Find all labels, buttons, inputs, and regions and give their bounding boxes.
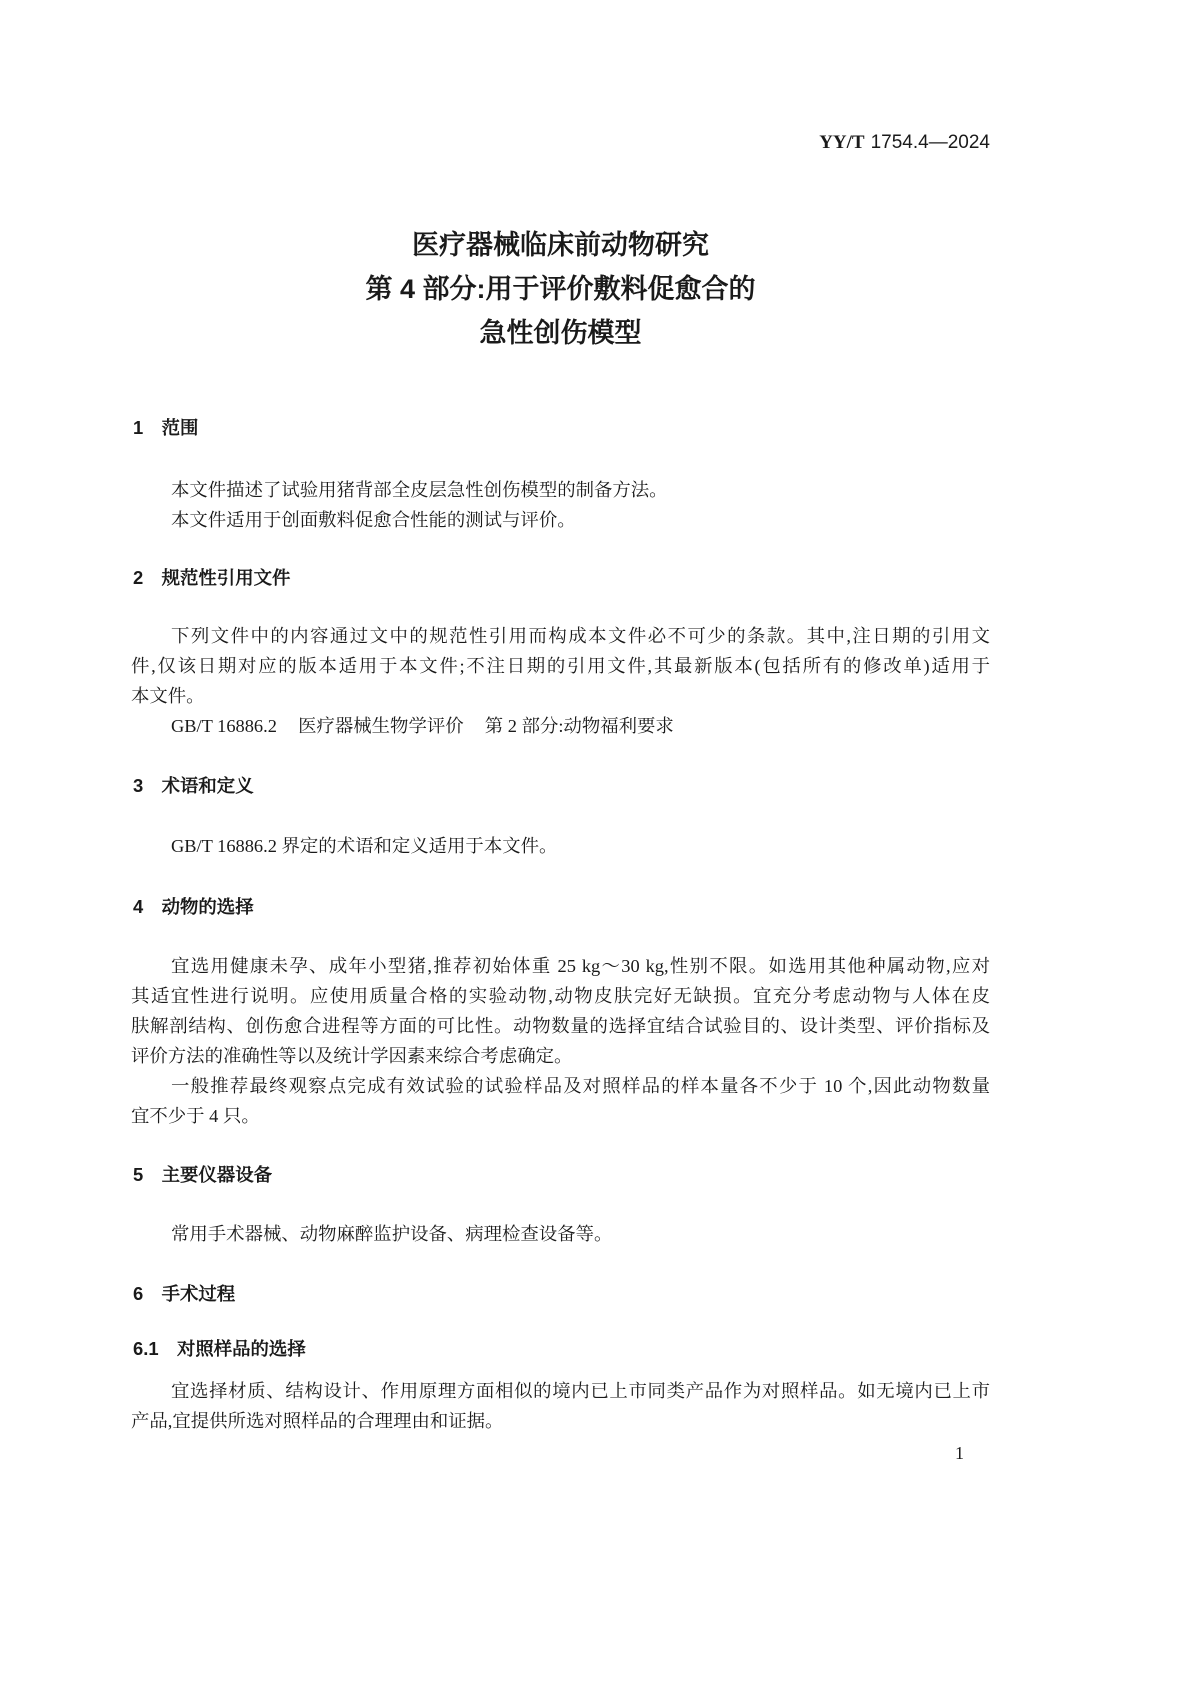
paragraph: [131, 475, 990, 505]
paragraph-line: 宜选用健康未孕、成年小型猪,推荐初始体重 25 kg～30 kg,性别不限。如选用其他种属动物,应对: [171, 956, 990, 976]
paragraph-line: 一般推荐最终观察点完成有效试验的试验样品及对照样品的样本量各不少于 10 个,因此动物数量: [171, 1076, 990, 1096]
section-number: 1: [133, 417, 144, 438]
section-heading-3: [131, 771, 990, 801]
paragraph-line: 常用手术器械、动物麻醉监护设备、病理检查设备等。: [171, 1224, 613, 1244]
normative-reference: [131, 711, 990, 741]
paragraph: [131, 951, 990, 1071]
section-heading-1: [131, 413, 990, 443]
paragraph-line: 下列文件中的内容通过文中的规范性引用而构成本文件必不可少的条款。其中,注日期的引用文: [171, 626, 990, 646]
paragraph-line: 评价方法的准确性等以及统计学因素来综合考虑确定。: [131, 1046, 573, 1066]
paragraph-line: 本文件描述了试验用猪背部全皮层急性创伤模型的制备方法。: [171, 480, 668, 500]
page-number: 1: [955, 1443, 964, 1463]
paragraph: [131, 1071, 990, 1131]
section-number: 2: [133, 567, 144, 588]
section-title: 动物的选择: [161, 896, 254, 917]
paragraph-line: 本文件适用于创面敷料促愈合性能的测试与评价。: [171, 510, 576, 530]
paragraph: [131, 831, 990, 861]
section-heading-2: [131, 563, 990, 593]
title-line-2: 第 4 部分:用于评价敷料促愈合的: [365, 274, 756, 304]
standard-code-prefix: YY/T: [819, 132, 865, 153]
paragraph-line: 肤解剖结构、创伤愈合进程等方面的可比性。动物数量的选择宜结合试验目的、设计类型、评价指标及: [131, 1016, 990, 1036]
paragraph: [131, 1219, 990, 1249]
title-line-3: 急性创伤模型: [479, 318, 642, 348]
paragraph-line: 件,仅该日期对应的版本适用于本文件;不注日期的引用文件,其最新版本(包括所有的修改单)适用于: [131, 656, 990, 676]
section-title: 范围: [161, 417, 199, 438]
title-line-1: 医疗器械临床前动物研究: [412, 230, 709, 260]
subsection-title: 对照样品的选择: [176, 1338, 306, 1359]
paragraph: [131, 1376, 990, 1436]
paragraph-line: 其适宜性进行说明。应使用质量合格的实验动物,动物皮肤完好无缺损。宜充分考虑动物与人体在皮: [131, 986, 990, 1006]
section-number: 3: [133, 775, 144, 796]
section-heading-6: [131, 1279, 990, 1309]
reference-title: 医疗器械生物学评价: [298, 716, 464, 736]
subsection-heading-6-1: [131, 1334, 990, 1364]
section-number: 6: [133, 1283, 144, 1304]
section-heading-4: [131, 892, 990, 922]
reference-line: [131, 711, 990, 741]
section-heading-5: [131, 1160, 990, 1190]
paragraph-line: 产品,宜提供所选对照样品的合理理由和证据。: [131, 1411, 504, 1431]
section-number: 5: [133, 1164, 144, 1185]
section-title: 规范性引用文件: [161, 567, 291, 588]
paragraph: [131, 505, 990, 535]
paragraph-line: 宜不少于 4 只。: [131, 1106, 260, 1126]
paragraph: [131, 621, 990, 711]
reference-part: 第 2 部分:动物福利要求: [484, 716, 674, 736]
section-title: 手术过程: [161, 1283, 236, 1304]
subsection-number: 6.1: [133, 1338, 159, 1359]
document-title: [131, 223, 990, 355]
reference-code: GB/T 16886.2: [171, 716, 277, 736]
paragraph-line: 本文件。: [131, 686, 205, 706]
standard-code: [819, 131, 990, 155]
section-title: 主要仪器设备: [161, 1164, 272, 1185]
section-title: 术语和定义: [161, 775, 254, 796]
section-number: 4: [133, 896, 144, 917]
paragraph-line: 宜选择材质、结构设计、作用原理方面相似的境内已上市同类产品作为对照样品。如无境内已上市: [171, 1381, 990, 1401]
standard-code-number: 1754.4—2024: [870, 132, 990, 153]
paragraph-line: GB/T 16886.2 界定的术语和定义适用于本文件。: [171, 836, 558, 856]
